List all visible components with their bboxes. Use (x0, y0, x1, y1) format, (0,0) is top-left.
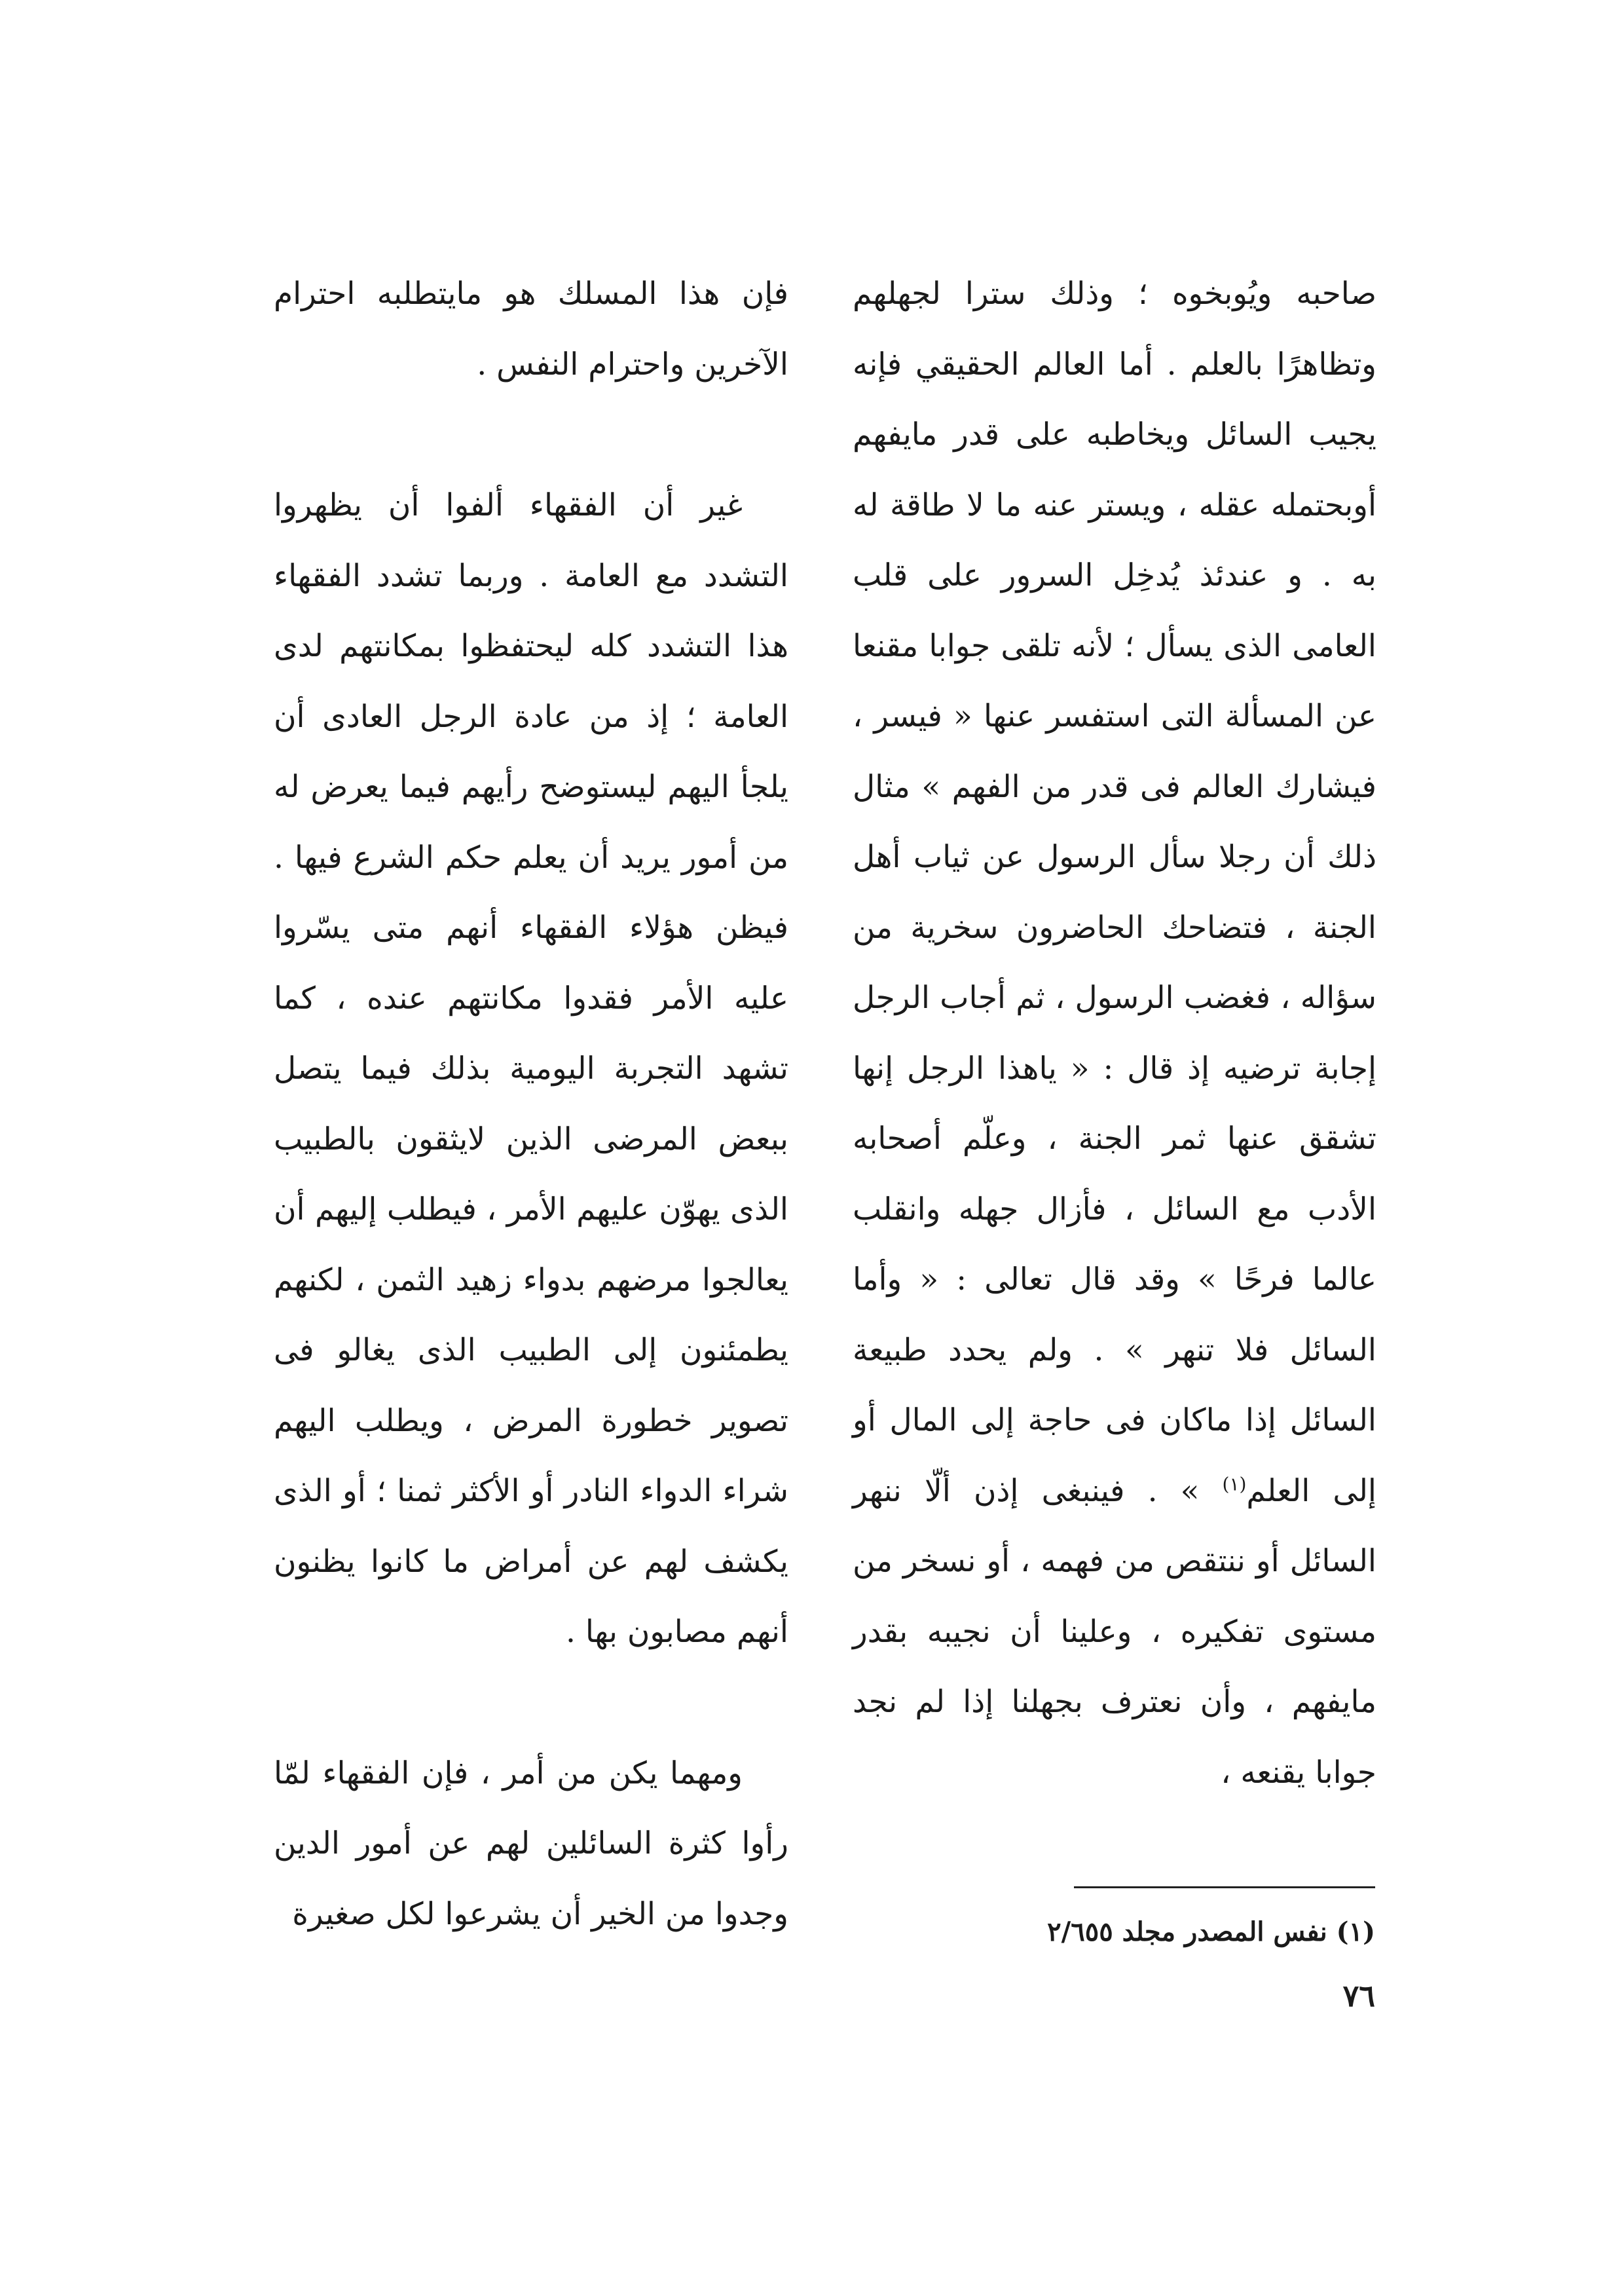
paragraph-gap (274, 400, 788, 470)
paragraph-gap (274, 1668, 788, 1738)
paragraph: ومهما يكن من أمر ، فإن الفقهاء لمّا رأوا كثرة السائلين لهم عن أمور الدين وجدوا من الخير أن يشرعوا لكل صغيرة (274, 1755, 788, 1932)
paragraph: فإن هذا المسلك هو مايتطلبه احترام الآخرين واحترام النفس . (274, 276, 788, 382)
left-text-column (274, 259, 788, 1949)
footnote: (١) نفس المصدر مجلد ٢/٦٥٥ (1047, 1916, 1375, 1947)
footnote-divider (1074, 1886, 1375, 1888)
paragraph-text: صاحبه ويُوبخوه ؛ وذلك سترا لجهلهم وتظاهرًا بالعلم . أما العالم الحقيقي فإنه يجيب السائل ويخاطبه على قدر مايفهم أوبحتمله عقله ، ويستر عنه ما لا طاقة له به . و عندئذ يُدخِل السرور على قلب العامى الذى يسأل ؛ لأنه تلقى جوابا مقنعا عن المسألة التى استفسر عنها « فيسر ، فيشارك العالم فى قدر من الفهم » مثال ذلك أن رجلا سأل الرسول عن ثياب أهل الجنة ، فتضاحك الحاضرون سخرية من سؤاله ، فغضب الرسول ، ثم أجاب الرجل إجابة ترضيه إذ قال : « ياهذا الرجل إنها تشقق عنها ثمر الجنة ، وعلّم أصحابه الأدب مع السائل ، فأزال جهله وانقلب عالما فرحًا » وقد قال تعالى : « وأما السائل فلا تنهر » . ولم يحدد طبيعة السائل إذا ماكان فى حاجة إلى المال أو إلى العلم (853, 276, 1376, 1509)
paragraph (853, 259, 1376, 1808)
page-number: ٧٦ (1342, 1978, 1375, 2013)
right-text-column (853, 259, 1376, 1808)
footnote-marker[interactable]: (١) (1222, 1472, 1247, 1495)
paragraph-text-end: » . فينبغى إذن ألّا ننهر السائل أو ننتقص من فهمه ، أو نسخر من مستوى تفكيره ، وعلينا أن نجيبه بقدر مايفهم ، وأن نعترف بجهلنا إذا لم نجد جوابا يقنعه ، (853, 1472, 1376, 1791)
paragraph: غير أن الفقهاء ألفوا أن يظهروا التشدد مع العامة . وربما تشدد الفقهاء هذا التشدد كله ليحتفظوا بمكانتهم لدى العامة ؛ إذ من عادة الرجل العادى أن يلجأ اليهم ليستوضح رأيهم فيما يعرض له من أمور يريد أن يعلم حكم الشرع فيها . فيظن هؤلاء الفقهاء أنهم متى يسّروا عليه الأمر فقدوا مكانتهم عنده ، كما تشهد التجربة اليومية بذلك فيما يتصل ببعض المرضى الذين لايثقون بالطبيب الذى يهوّن عليهم الأمر ، فيطلب إليهم أن يعالجوا مرضهم بدواء زهيد الثمن ، لكنهم يطمئنون إلى الطبيب الذى يغالو فى تصوير خطورة المرض ، ويطلب اليهم شراء الدواء النادر أو الأكثر ثمنا ؛ أو الذى يكشف لهم عن أمراض ما كانوا يظنون أنهم مصابون بها . (274, 487, 788, 1650)
